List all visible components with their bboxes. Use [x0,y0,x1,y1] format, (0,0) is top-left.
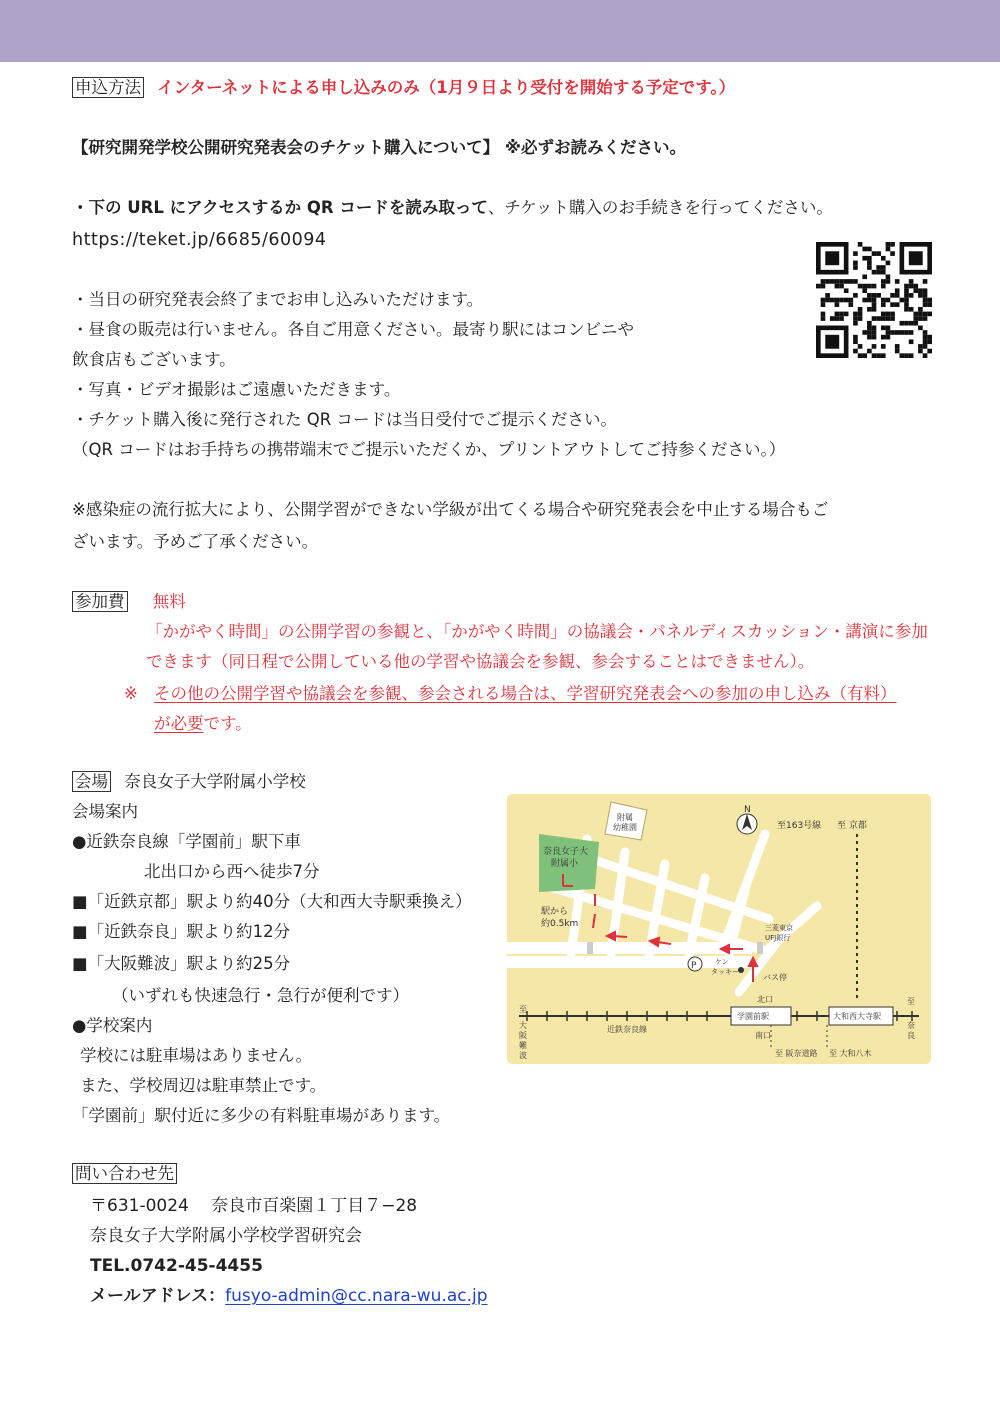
map-label-bank: 三菱東京 [765,924,793,932]
venue-name: 奈良女子大学附属小学校 [124,772,306,791]
map-road [507,942,752,954]
qr-code[interactable] [816,242,932,358]
crossing-marker [587,942,593,954]
map-label-hannara: 至 阪奈道路 [775,1049,818,1058]
map-label-bank: UFJ銀行 [765,934,791,942]
map-label-kfc: ケン [715,958,729,966]
header-bar [0,0,1000,62]
map-label-saidaiji: 大和西大寺駅 [833,1012,881,1021]
venue-line: （いずれも快速急行・急行が便利です） [112,986,409,1005]
map-label-walk: 約0.5km [541,919,579,929]
map-label-osaka: 阪 [519,1031,527,1040]
map-label-north-exit: 北口 [757,995,773,1004]
fee-description: できます（同日程で公開している他の学習や協議会を参観、参会することはできません）。 [146,652,815,671]
map-label-parking: P [691,961,697,971]
warning-text: ざいます。予めご了承ください。 [72,532,319,551]
venue-line: 「学園前」駅付近に多少の有料駐車場があります。 [72,1106,451,1125]
map-label-north: N [744,805,751,815]
venue-line: 北出口から西へ徒歩7分 [144,862,320,881]
ticket-url[interactable]: https://teket.jp/6685/60094 [72,230,327,250]
ticket-note: 飲食店もございます。 [72,350,236,369]
venue-line: ■「大阪難波」駅より約25分 [72,954,291,973]
warning-text: ※感染症の流行拡大により、公開学習ができない学級が出てくる場合や研究発表会を中止する場合もご [72,500,829,519]
venue-line: 学校には駐車場はありません。 [80,1046,312,1065]
fee-value: 無料 [152,592,186,611]
fee-note-rest: です。 [203,714,252,733]
map-label-school: 奈良女子大 [543,847,589,857]
map-label-kindergarten: 附属 [617,813,633,822]
contact-tel: TEL.0742-45-4455 [90,1256,263,1276]
fee-note-mark: ※ [124,684,138,703]
fee-note-2 [154,712,252,736]
ticket-instruction-rest: 、チケット購入のお手続きを行ってください。 [487,198,833,217]
ticket-note: ・写真・ビデオ撮影はご遠慮いただきます。 [72,380,401,399]
fee-description: 「かがやく時間」の公開学習の参観と、「かがやく時間」の協議会・パネルディスカッション・講演に参加 [146,622,928,641]
ticket-heading: 【研究開発学校公開研究発表会のチケット購入について】 ※必ずお読みください。 [72,138,686,157]
contact-mail-row [90,1284,488,1308]
contact-mail-label: メールアドレス： [90,1286,226,1306]
map-label-route163: 至163号線 [777,821,822,831]
contact-address: 〒631-0024 奈良市百楽園１丁目７−28 [90,1196,418,1216]
map-label-kindergarten: 幼稚園 [613,823,637,832]
venue-row [72,770,306,794]
map-label-kyoto: 至 京都 [837,821,867,831]
ticket-note: ・昼食の販売は行いません。各自ご用意ください。最寄り駅にはコンビニや [72,320,634,339]
ticket-instruction [72,196,833,220]
fee-note: その他の公開学習や協議会を参観、参会される場合は、学習研究発表会への参加の申し込み（有料） [154,684,897,703]
venue-guide-title: 会場案内 [72,802,138,821]
application-row [72,76,735,100]
venue-line: また、学校周辺は駐車禁止です。 [80,1076,327,1095]
fee-label: 参加費 [72,591,128,612]
venue-line: ■「近鉄奈良」駅より約12分 [72,922,291,941]
contact-org: 奈良女子大学附属小学校学習研究会 [90,1226,362,1246]
map-label-bus: バス停 [763,973,787,982]
venue-line: ●学校案内 [72,1016,153,1035]
fee-row [72,590,186,614]
map-label-school: 附属小 [551,859,579,869]
map-label-osaka: 大 [519,1021,527,1030]
map-label-kintetsu-line: 近鉄奈良線 [607,1025,647,1034]
crossing-marker [757,942,763,954]
ticket-note: ・チケット購入後に発行された QR コードは当日受付でご提示ください。 [72,410,617,429]
map-label-walk: 駅から [541,907,569,917]
application-label: 申込方法 [72,77,144,98]
fee-note-underlined: が必要 [154,714,204,733]
map-label-nara: 至 [907,997,915,1006]
map-label-nara: 良 [907,1031,915,1040]
map-label-kfc: タッキー [711,968,739,976]
application-text: インターネットによる申し込みのみ（1月９日より受付を開始する予定です。） [157,78,736,97]
map-label-osaka: 至 [519,1005,527,1014]
contact-row [72,1162,177,1186]
ticket-note: ・当日の研究発表会終了までお申し込みいただけます。 [72,290,484,309]
venue-line: ●近鉄奈良線「学園前」駅下車 [72,832,301,851]
contact-label: 問い合わせ先 [72,1163,177,1184]
ticket-note: （QR コードはお手持ちの携帯端末でご提示いただくか、プリントアウトしてご持参ください。） [72,440,786,459]
map-label-nara: 奈 [907,1021,915,1030]
map-label-yamatoyagi: 至 大和八木 [829,1049,872,1058]
map-label-gakuenmae: 学園前駅 [737,1012,769,1021]
map-label-osaka: 難 [519,1041,527,1050]
map-label-osaka: 波 [519,1051,527,1060]
venue-line: ■「近鉄京都」駅より約40分（大和西大寺駅乗換え） [72,892,472,911]
access-map [507,794,931,1064]
contact-mail-link[interactable]: fusyo-admin@cc.nara-wu.ac.jp [225,1286,488,1306]
venue-label: 会場 [72,771,111,792]
ticket-instruction-bold: ・下の URL にアクセスするか QR コードを読み取って [72,198,488,217]
map-label-south-exit: 南口 [755,1031,771,1040]
